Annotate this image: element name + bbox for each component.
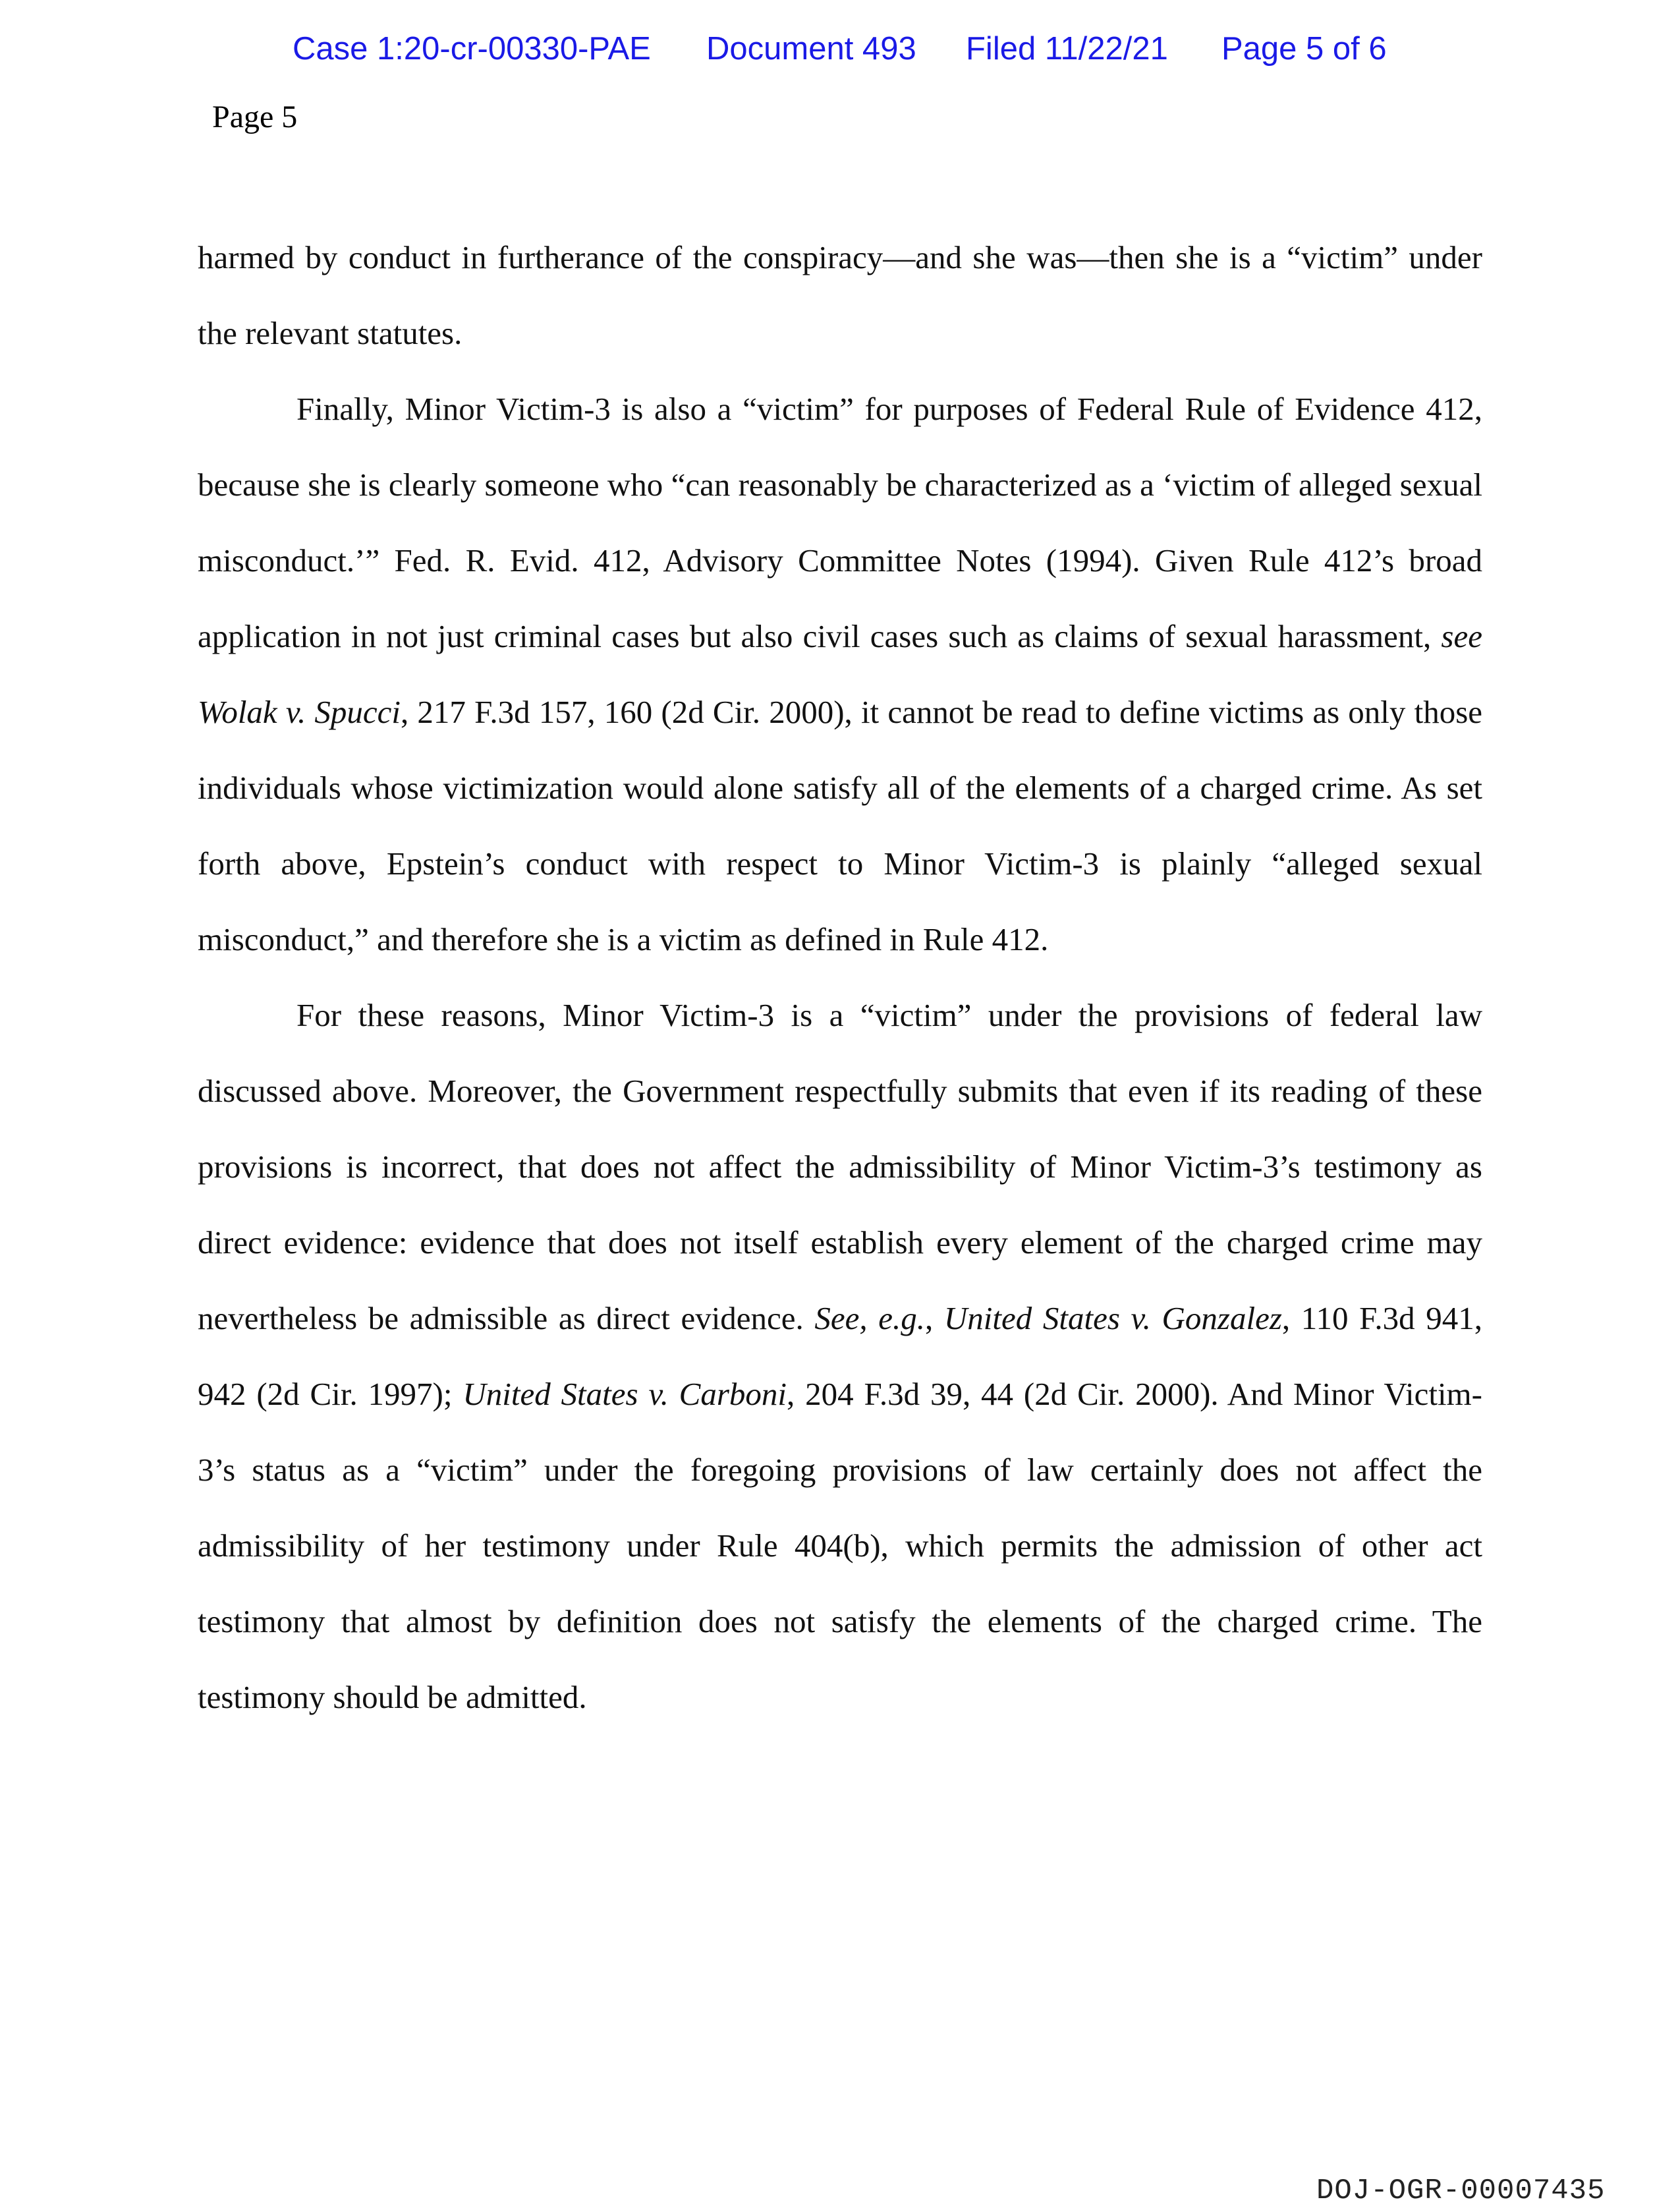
text-segment: admissibility of her testimony under Rule 404(b), which permits the admission of other act <box>198 1527 1482 1564</box>
citation-italic: United States v. Carboni <box>462 1376 787 1412</box>
header-page-count: Page 5 of 6 <box>1221 31 1387 67</box>
header-filed-date: Filed 11/22/21 <box>966 31 1168 67</box>
citation-italic: United States v. Gonzalez <box>943 1300 1282 1336</box>
text-line <box>198 447 1482 523</box>
citation-italic: Wolak v. Spucci <box>198 694 401 730</box>
text-segment: Finally, Minor Victim-3 is also a “victim” for purposes of Federal Rule of Evidence 412, <box>296 391 1482 427</box>
text-line <box>198 523 1482 598</box>
text-line <box>198 598 1482 674</box>
text-line <box>198 674 1482 750</box>
text-line <box>198 1129 1482 1205</box>
text-segment: direct evidence: evidence that does not itself establish every element of the charged crime may <box>198 1224 1482 1261</box>
text-line <box>198 1432 1482 1508</box>
header-document-number: Document 493 <box>706 31 916 67</box>
text-line <box>198 1356 1482 1432</box>
text-line <box>198 750 1482 826</box>
text-line <box>198 219 1482 295</box>
text-line <box>198 1508 1482 1583</box>
text-line <box>198 1205 1482 1280</box>
text-segment: harmed by conduct in furtherance of the conspiracy—and she was—then she is a “victim” under <box>198 239 1482 275</box>
text-segment: testimony that almost by definition does not satisfy the elements of the charged crime. The <box>198 1603 1482 1639</box>
text-segment: , <box>925 1300 944 1336</box>
text-line <box>198 901 1482 977</box>
text-segment: nevertheless be admissible as direct evidence. <box>198 1300 815 1336</box>
text-segment: 3’s status as a “victim” under the foregoing provisions of law certainly does not affect the <box>198 1452 1482 1488</box>
text-segment: individuals whose victimization would alone satisfy all of the elements of a charged crime. As set <box>198 770 1482 806</box>
text-segment: , 217 F.3d 157, 160 (2d Cir. 2000), it cannot be read to define victims as only those <box>401 694 1483 730</box>
page-label: Page 5 <box>212 99 298 134</box>
text-line <box>296 371 1482 447</box>
text-segment: 942 (2d Cir. 1997); <box>198 1376 463 1412</box>
text-segment: For these reasons, Minor Victim-3 is a “victim” under the provisions of federal law <box>296 997 1482 1033</box>
text-line <box>198 1280 1482 1356</box>
text-segment: provisions is incorrect, that does not affect the admissibility of Minor Victim-3’s testimony as <box>198 1149 1482 1185</box>
header-case-number: Case 1:20-cr-00330-PAE <box>293 31 651 67</box>
text-segment: testimony should be admitted. <box>198 1679 587 1715</box>
text-line <box>198 826 1482 901</box>
text-segment: misconduct.’” Fed. R. Evid. 412, Advisory Committee Notes (1994). Given Rule 412’s broad <box>198 542 1482 579</box>
text-segment: , 110 F.3d 941, <box>1281 1300 1483 1336</box>
text-segment: forth above, Epstein’s conduct with respect to Minor Victim-3 is plainly “alleged sexual <box>198 845 1482 882</box>
text-segment: misconduct,” and therefore she is a victim as defined in Rule 412. <box>198 921 1049 957</box>
text-segment: application in not just criminal cases but also civil cases such as claims of sexual harassment, <box>198 618 1442 654</box>
text-segment: , 204 F.3d 39, 44 (2d Cir. 2000). And Minor Victim- <box>787 1376 1482 1412</box>
bates-number: DOJ-OGR-00007435 <box>1316 2174 1606 2207</box>
text-segment: because she is clearly someone who “can reasonably be characterized as a ‘victim of alleged sexual <box>198 467 1482 503</box>
text-line <box>198 1583 1482 1659</box>
text-segment: the relevant statutes. <box>198 315 462 351</box>
text-line <box>296 977 1482 1053</box>
citation-italic: see <box>1441 618 1482 654</box>
text-segment: discussed above. Moreover, the Government respectfully submits that even if its reading of these <box>198 1073 1482 1109</box>
citation-italic: See, e.g. <box>814 1300 926 1336</box>
text-line <box>198 1053 1482 1129</box>
text-line <box>198 1659 1482 1735</box>
text-line <box>198 295 1482 371</box>
